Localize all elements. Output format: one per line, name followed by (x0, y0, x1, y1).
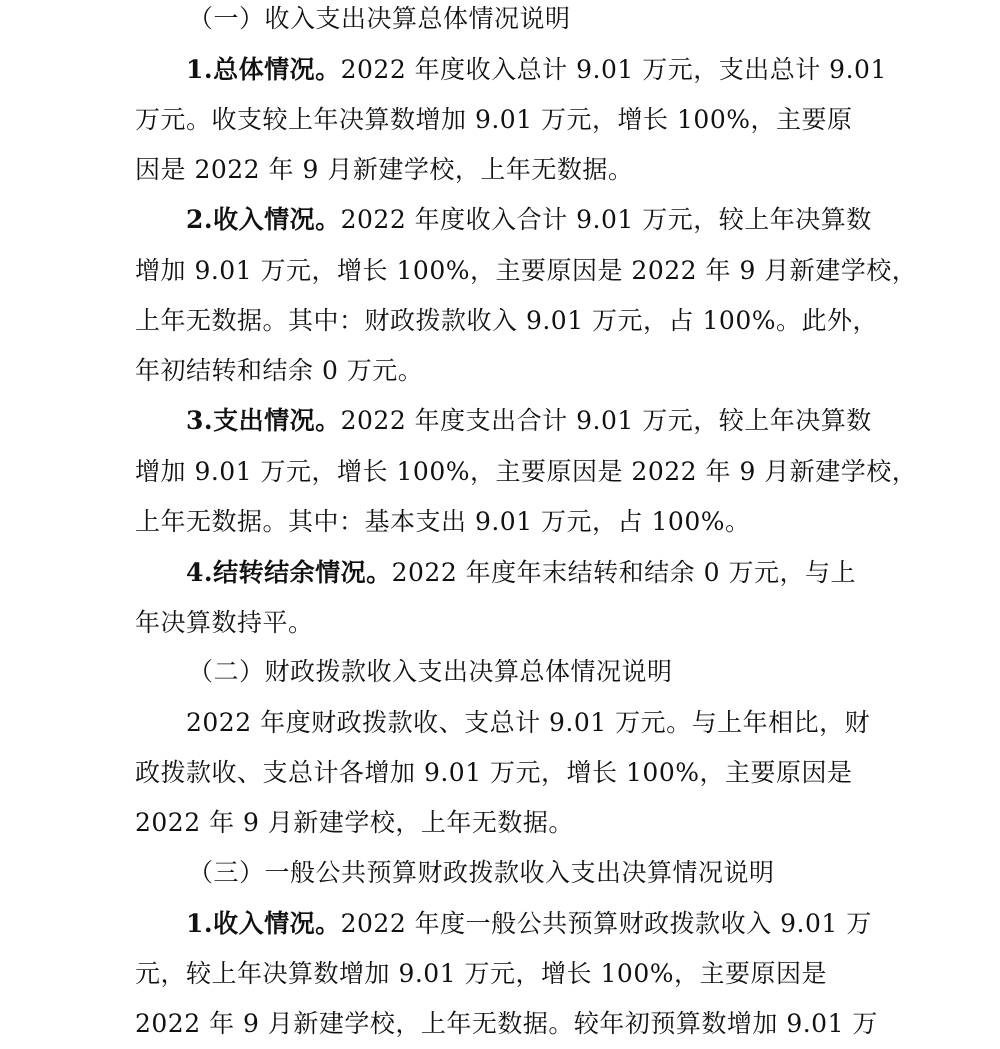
section-heading-3 (0, 848, 1000, 898)
paragraph-expenditure-label: 3.支出情况。 (186, 406, 341, 435)
paragraph-expenditure-line-3 (0, 497, 1000, 547)
paragraph-fiscal-text: 政拨款收、支总计各增加 9.01 万元，增长 100%，主要原因是 (135, 758, 853, 787)
paragraph-income-line-3 (0, 296, 1000, 346)
paragraph-fiscal-text: 2022 年 9 月新建学校，上年无数据。 (135, 808, 574, 837)
paragraph-income-text: 2022 年度收入合计 9.01 万元，较上年决算数 (340, 205, 872, 234)
paragraph-expenditure-line-2 (0, 447, 1000, 497)
paragraph-income-line-2 (0, 246, 1000, 296)
paragraph-income-text: 增加 9.01 万元，增长 100%，主要原因是 2022 年 9 月新建学校， (135, 256, 918, 285)
paragraph-expenditure-text: 上年无数据。其中：基本支出 9.01 万元，占 100%。 (135, 507, 751, 536)
paragraph-fiscal-line-3 (0, 798, 1000, 848)
paragraph-income-text: 上年无数据。其中：财政拨款收入 9.01 万元，占 100%。此外， (135, 306, 878, 335)
paragraph-income-label: 2.收入情况。 (186, 205, 341, 234)
paragraph-fiscal-line-1 (0, 698, 1000, 748)
paragraph-general-budget-text: 2022 年度一般公共预算财政拨款收入 9.01 万 (340, 909, 872, 938)
paragraph-overall-text: 2022 年度收入总计 9.01 万元，支出总计 9.01 (340, 55, 887, 84)
paragraph-carryover-line-1 (0, 548, 1000, 598)
paragraph-overall-line-2 (0, 95, 1000, 145)
paragraph-carryover-text: 2022 年度年末结转和结余 0 万元，与上 (391, 558, 856, 587)
paragraph-overall-line-1 (0, 45, 1000, 95)
section-heading-2-text: （二）财政拨款收入支出决算总体情况说明 (188, 657, 673, 686)
paragraph-income-line-1 (0, 195, 1000, 245)
paragraph-expenditure-text: 增加 9.01 万元，增长 100%，主要原因是 2022 年 9 月新建学校， (135, 457, 918, 486)
paragraph-general-budget-label: 1.收入情况。 (186, 909, 341, 938)
paragraph-income-text: 年初结转和结余 0 万元。 (135, 356, 424, 385)
section-heading-1-text: （一）收入支出决算总体情况说明 (188, 4, 571, 33)
paragraph-fiscal-text: 2022 年度财政拨款收、支总计 9.01 万元。与上年相比，财 (186, 708, 871, 737)
paragraph-carryover-line-2 (0, 598, 1000, 648)
paragraph-expenditure-line-1 (0, 396, 1000, 446)
paragraph-general-budget-line-1 (0, 899, 1000, 949)
paragraph-fiscal-line-2 (0, 748, 1000, 798)
paragraph-general-budget-line-2 (0, 949, 1000, 999)
paragraph-income-line-4 (0, 346, 1000, 396)
section-heading-1 (0, 0, 1000, 44)
paragraph-overall-line-3 (0, 145, 1000, 195)
paragraph-overall-label: 1.总体情况。 (186, 55, 341, 84)
paragraph-carryover-label: 4.结转结余情况。 (186, 558, 392, 587)
paragraph-general-budget-text: 2022 年 9 月新建学校，上年无数据。较年初预算数增加 9.01 万 (135, 1009, 878, 1038)
section-heading-3-text: （三）一般公共预算财政拨款收入支出决算情况说明 (188, 858, 775, 887)
paragraph-general-budget-line-3 (0, 999, 1000, 1049)
paragraph-overall-text: 因是 2022 年 9 月新建学校，上年无数据。 (135, 155, 634, 184)
paragraph-overall-text: 万元。收支较上年决算数增加 9.01 万元，增长 100%，主要原 (135, 105, 853, 134)
section-heading-2 (0, 647, 1000, 697)
paragraph-general-budget-text: 元，较上年决算数增加 9.01 万元，增长 100%，主要原因是 (135, 959, 827, 988)
paragraph-expenditure-text: 2022 年度支出合计 9.01 万元，较上年决算数 (340, 406, 872, 435)
paragraph-carryover-text: 年决算数持平。 (135, 608, 314, 637)
